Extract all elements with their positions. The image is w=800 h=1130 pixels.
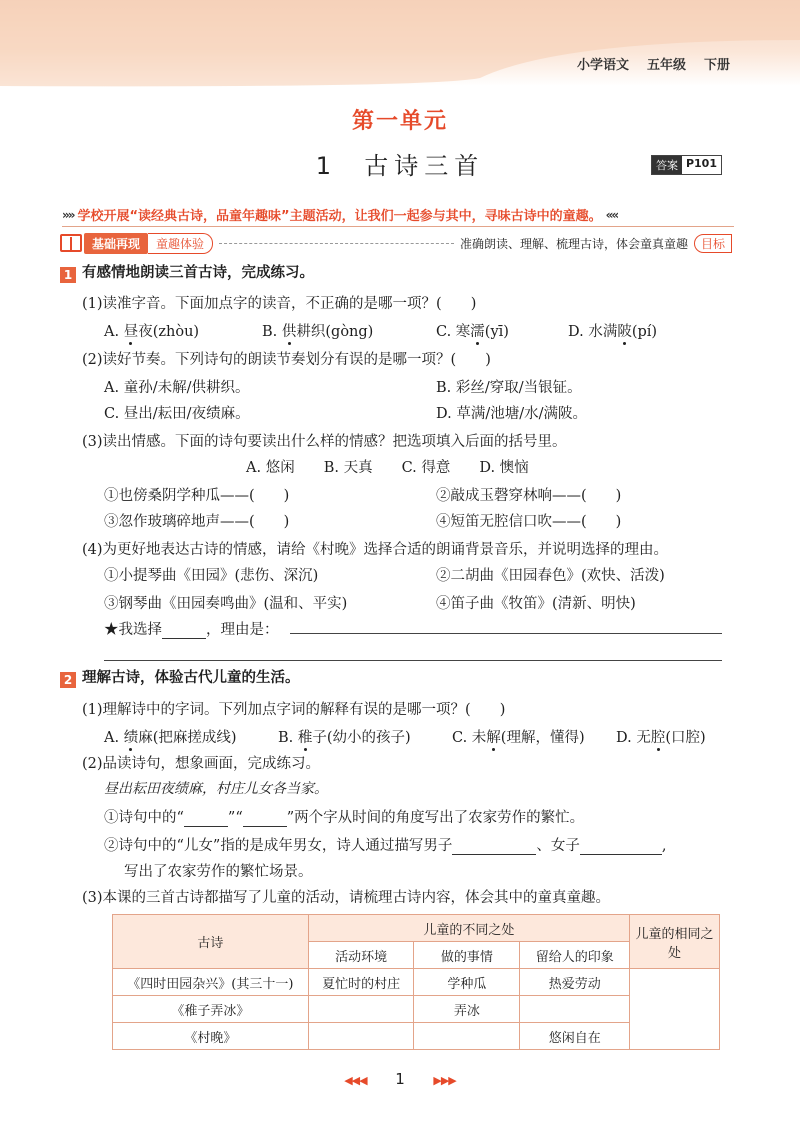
table-subheader-env: 活动环境 <box>308 942 414 969</box>
book-icon <box>60 234 82 252</box>
table-header-same: 儿童的相同之处 <box>630 915 720 969</box>
table-cell-do: 学种瓜 <box>414 969 520 996</box>
table-header-diff: 儿童的不同之处 <box>308 915 629 942</box>
intro-left-arrows: »» <box>62 207 74 222</box>
section-label-b: 童趣体验 <box>148 233 213 254</box>
q1-p4-item-3[interactable]: ③钢琴曲《田园奏鸣曲》(温和、平实) <box>104 596 348 612</box>
lesson-name: 古诗三首 <box>364 152 485 180</box>
q2-p1-option-d[interactable]: D. 无腔(口腔) <box>616 730 706 746</box>
intro-right-arrows: «« <box>605 207 618 222</box>
q2-p3-stem: (3)本课的三首古诗都描写了儿童的活动，请梳理古诗内容，体会其中的童真童趣。 <box>82 890 611 906</box>
goal-text: 准确朗读、理解、梳理古诗，体会童真童趣 <box>459 236 688 251</box>
q2-p2-b-pre: ②诗句中的“儿女”指的是成年男女，诗人通过描写男子 <box>104 838 453 854</box>
q2-p1-option-b[interactable]: B. 稚子(幼小的孩子) <box>278 730 411 746</box>
grade: 五年级 <box>646 58 686 73</box>
q2-p1-stem: (1)理解诗中的字词。下列加点字词的解释有误的是哪一项？( ) <box>82 702 506 718</box>
q1-p4-reason-line-1[interactable] <box>290 633 722 634</box>
table-cell-do: 弄冰 <box>414 996 520 1023</box>
header-meta <box>577 54 730 73</box>
table-cell-poem: 《村晚》 <box>113 1023 309 1050</box>
q2-p2-a-blank-2[interactable] <box>243 826 287 827</box>
q2-p1-option-c[interactable]: C. 未解(理解，懂得) <box>452 730 585 746</box>
table-cell-impression[interactable] <box>520 996 630 1023</box>
table-row <box>113 969 720 996</box>
lesson-number: 1 <box>315 152 337 180</box>
question-1-heading <box>60 266 314 283</box>
q1-p1-option-a[interactable]: A. 昼夜(zhòu) <box>104 324 200 340</box>
q1-p1-option-c[interactable]: C. 寒濡(yī) <box>436 324 509 340</box>
q2-p2-stem: (2)品读诗句，想象画面，完成练习。 <box>82 756 321 772</box>
table-row <box>113 996 720 1023</box>
q1-p2-option-d[interactable]: D. 草满/池塘/水/满陂。 <box>436 406 587 422</box>
q2-p2-a-pre: ①诗句中的“ <box>104 810 184 826</box>
header-curve <box>0 0 800 90</box>
table-row <box>113 1023 720 1050</box>
q1-p2-option-c[interactable]: C. 昼出/耘田/夜绩麻。 <box>104 406 250 422</box>
q1-p4-answer-prefix: ★我选择 <box>104 622 162 638</box>
summary-table <box>112 914 720 1050</box>
q2-p2-a <box>104 806 584 827</box>
q1-p3-choices: A. 悠闲 B. 天真 C. 得意 D. 懊恼 <box>246 460 529 476</box>
table-cell-poem: 《四时田园杂兴》(其三十一) <box>113 969 309 996</box>
unit-title: 第一单元 <box>351 109 448 134</box>
question-2-title: 理解古诗，体验古代儿童的生活。 <box>82 669 300 686</box>
q1-p1-stem: (1)读准字音。下面加点字的读音，不正确的是哪一项？( ) <box>82 296 477 312</box>
intro-rule <box>62 226 734 227</box>
q1-p4-item-1[interactable]: ①小提琴曲《田园》(悲伤、深沉) <box>104 568 319 584</box>
table-cell-impression: 悠闲自在 <box>520 1023 630 1050</box>
q2-p2-b-blank-1[interactable] <box>452 854 536 855</box>
q2-p2-b-line2: 写出了农家劳作的繁忙场景。 <box>124 864 313 880</box>
page-number: 1 <box>395 1070 405 1088</box>
q1-p3-item-1[interactable]: ①也傍桑阴学种瓜——( ) <box>104 488 290 504</box>
table-cell-same[interactable] <box>630 969 720 1050</box>
table-cell-env[interactable] <box>308 1023 414 1050</box>
table-subheader-do: 做的事情 <box>414 942 520 969</box>
q2-p2-b-mid: 、女子 <box>536 838 580 854</box>
q1-p4-choice-blank[interactable] <box>162 638 206 639</box>
q2-p1-option-a[interactable]: A. 绩麻(把麻搓成线) <box>104 730 237 746</box>
table-cell-impression: 热爱劳动 <box>520 969 630 996</box>
table-header-row <box>113 915 720 942</box>
q1-p1-option-b[interactable]: B. 供耕织(gòng) <box>262 324 374 340</box>
intro-banner <box>62 205 742 224</box>
q1-p4-answer-mid: ，理由是： <box>206 622 279 638</box>
section-divider <box>219 243 454 244</box>
goal-tag: 目标 <box>694 234 732 253</box>
section-bar <box>60 232 732 254</box>
question-2-number: 2 <box>60 672 76 688</box>
table-header-poem: 古诗 <box>113 915 309 969</box>
section-label-a: 基础再现 <box>84 233 148 254</box>
q1-p3-item-2[interactable]: ②敲成玉磬穿林响——( ) <box>436 488 622 504</box>
footer-right-arrows: ▶▶▶ <box>433 1074 456 1087</box>
q1-p4-answer <box>104 618 279 639</box>
q1-p1-option-d[interactable]: D. 水满陂(pí) <box>568 324 658 340</box>
question-1-number: 1 <box>60 267 76 283</box>
footer-left-arrows: ◀◀◀ <box>344 1074 367 1087</box>
q1-p2-option-a[interactable]: A. 童孙/未解/供耕织。 <box>104 380 250 396</box>
q1-p2-option-b[interactable]: B. 彩丝/穿取/当银钲。 <box>436 380 582 396</box>
q1-p3-item-4[interactable]: ④短笛无腔信口吹——( ) <box>436 514 622 530</box>
table-subheader-impression: 留给人的印象 <box>520 942 630 969</box>
q2-p2-a-mid: ”“ <box>227 810 243 826</box>
q1-p3-item-3[interactable]: ③忽作玻璃碎地声——( ) <box>104 514 290 530</box>
question-2-heading <box>60 671 300 688</box>
table-cell-do[interactable] <box>414 1023 520 1050</box>
table-cell-env[interactable] <box>308 996 414 1023</box>
intro-text: 学校开展“读经典古诗，品童年趣味”主题活动，让我们一起参与其中，寻味古诗中的童趣。 <box>77 209 602 224</box>
subject: 小学语文 <box>576 58 629 73</box>
table-cell-env: 夏忙时的村庄 <box>308 969 414 996</box>
page-footer <box>0 1070 800 1088</box>
q2-p2-b-blank-2[interactable] <box>580 854 662 855</box>
q1-p3-stem: (3)读出情感。下面的诗句要读出什么样的情感？把选项填入后面的括号里。 <box>82 434 567 450</box>
answer-key-label: 答案 <box>652 156 682 174</box>
answer-key-tag <box>651 155 722 175</box>
q1-p2-stem: (2)读好节奏。下列诗句的朗读节奏划分有误的是哪一项？( ) <box>82 352 491 368</box>
q1-p4-stem: (4)为更好地表达古诗的情感，请给《村晚》选择合适的朗诵背景音乐，并说明选择的理由。 <box>82 542 669 558</box>
q1-p4-item-4[interactable]: ④笛子曲《牧笛》(清新、明快) <box>436 596 636 612</box>
table-cell-poem: 《稚子弄冰》 <box>113 996 309 1023</box>
answer-key-page: P101 <box>685 157 717 170</box>
q1-p4-reason-line-2[interactable] <box>104 660 722 661</box>
q2-poem-line: 昼出耘田夜绩麻，村庄儿女各当家。 <box>104 781 328 797</box>
q2-p2-a-post: ”两个字从时间的角度写出了农家劳作的繁忙。 <box>286 810 585 826</box>
q2-p2-a-blank-1[interactable] <box>184 826 228 827</box>
q1-p4-item-2[interactable]: ②二胡曲《田园春色》(欢快、活泼) <box>436 568 665 584</box>
volume: 下册 <box>703 58 730 73</box>
question-1-title: 有感情地朗读三首古诗，完成练习。 <box>82 264 314 281</box>
q2-p2-b: ②诗句中的“儿女”指的是成年男女，诗人通过描写男子 、女子 , <box>104 838 667 854</box>
